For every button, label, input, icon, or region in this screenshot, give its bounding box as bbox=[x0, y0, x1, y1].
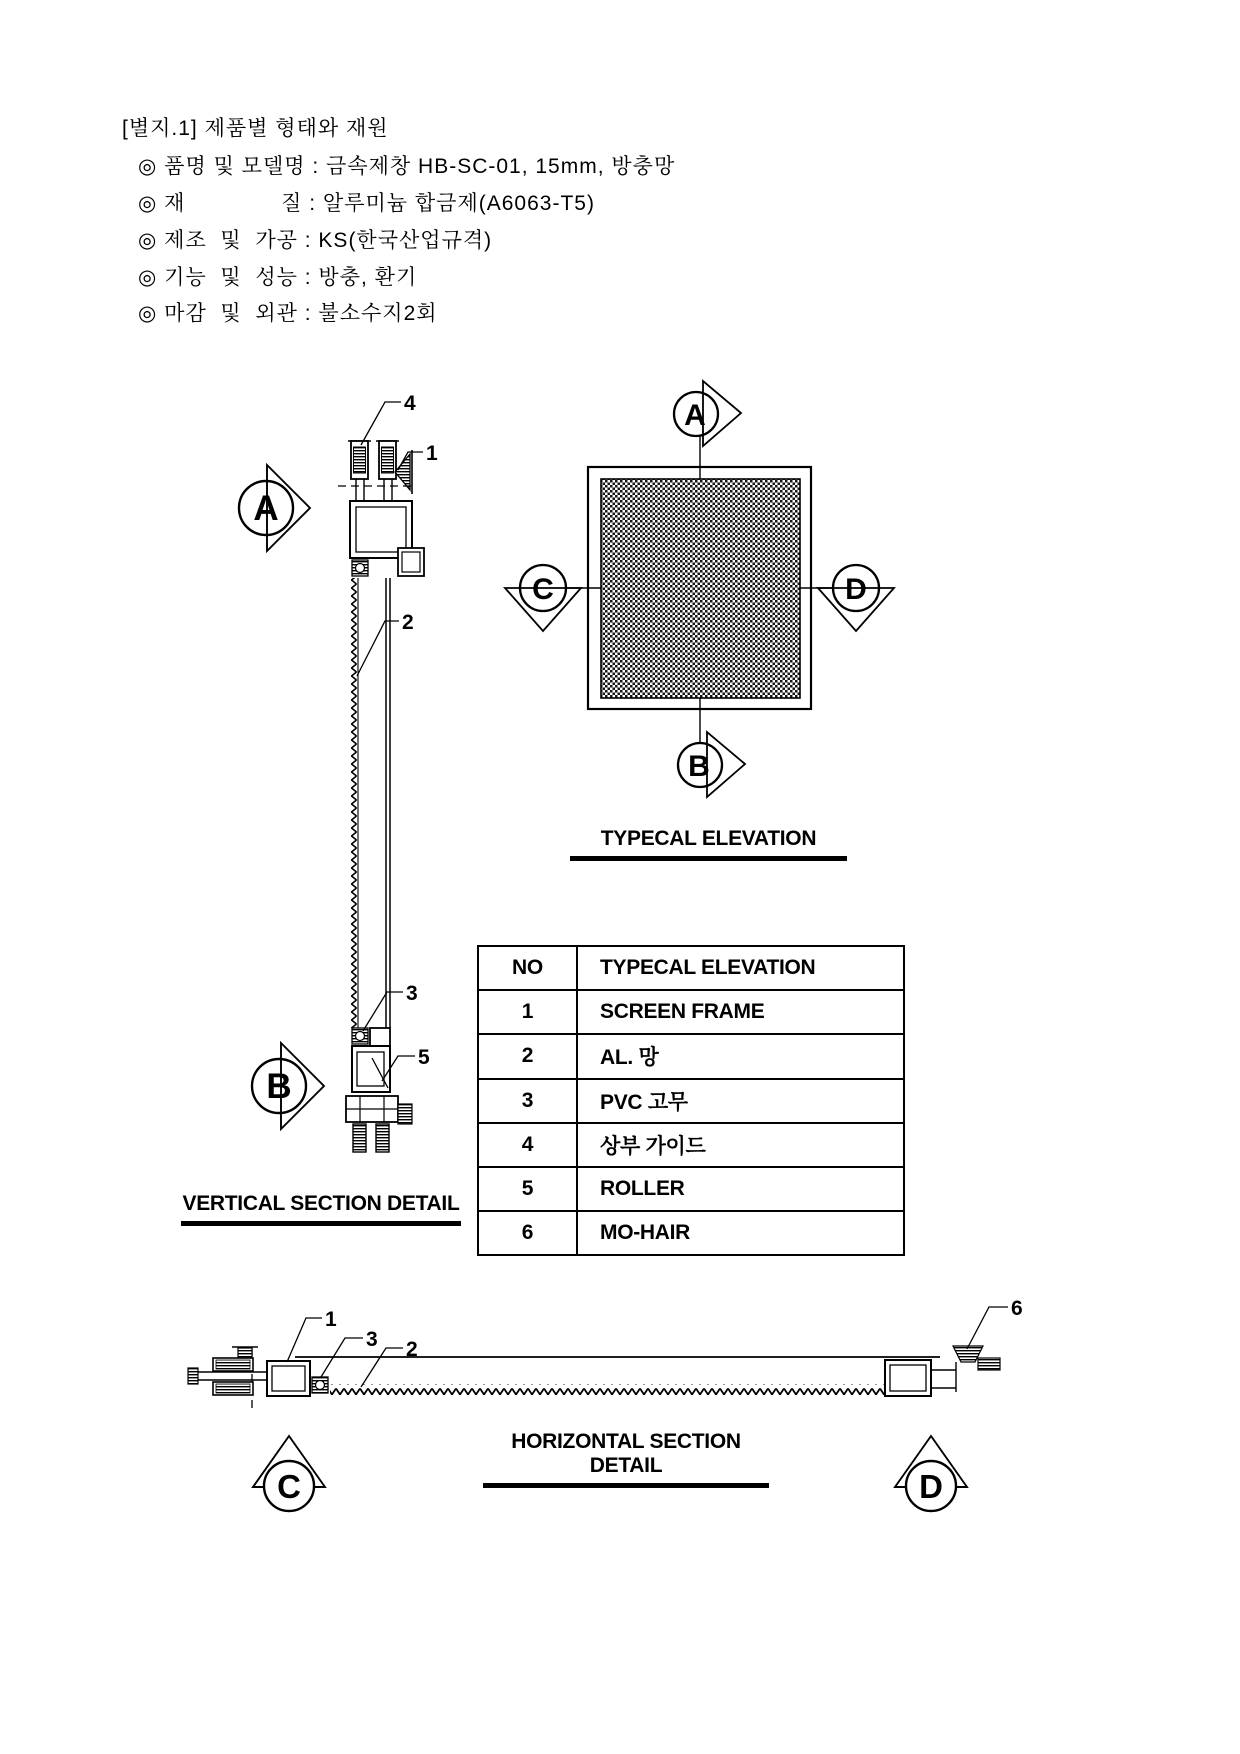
callout-3: 3 bbox=[406, 982, 418, 1005]
table-row-desc: AL. 망 bbox=[578, 1035, 903, 1079]
table-header-desc: TYPECAL ELEVATION bbox=[578, 947, 903, 991]
marker-letter-d-bottom: D bbox=[919, 1468, 943, 1505]
screw-anchor bbox=[395, 450, 412, 494]
spec-line-function: ◎ 기능 및 성능 : 방충, 환기 bbox=[138, 266, 418, 289]
callout-h3: 3 bbox=[366, 1328, 378, 1351]
callout-2: 2 bbox=[402, 611, 414, 634]
table-row-desc: SCREEN FRAME bbox=[578, 991, 903, 1035]
mesh-member-horizontal bbox=[295, 1357, 940, 1395]
table-row-no: 3 bbox=[479, 1080, 578, 1124]
callout-h2: 2 bbox=[406, 1338, 418, 1361]
elevation-drawing bbox=[505, 381, 894, 797]
spec-line-material: ◎ 재 질 : 알루미늄 합금제(A6063-T5) bbox=[138, 192, 595, 215]
upper-guide-profiles bbox=[348, 441, 399, 501]
screen-mesh bbox=[601, 479, 800, 698]
callout-4: 4 bbox=[404, 392, 416, 415]
table-row-desc: 상부 가이드 bbox=[578, 1124, 903, 1168]
spec-line-finish: ◎ 마감 및 외관 : 불소수지2회 bbox=[138, 302, 438, 325]
pvc-gasket bbox=[352, 1028, 368, 1044]
table-row-desc: ROLLER bbox=[578, 1168, 903, 1212]
table-row-no: 1 bbox=[479, 991, 578, 1035]
table-header-no: NO bbox=[479, 947, 578, 991]
marker-letter-b-elevation: B bbox=[688, 750, 710, 783]
bottom-rail-profile bbox=[346, 1096, 412, 1152]
spec-line-model: ◎ 품명 및 모델명 : 금속제창 HB-SC-01, 15mm, 방충망 bbox=[138, 155, 676, 178]
spec-line-manufacture: ◎ 제조 및 가공 : KS(한국산업규격) bbox=[138, 229, 493, 252]
parts-table bbox=[477, 945, 905, 1256]
table-row-desc: PVC 고무 bbox=[578, 1080, 903, 1124]
table-row-no: 4 bbox=[479, 1124, 578, 1168]
callout-h6: 6 bbox=[1011, 1297, 1023, 1320]
marker-letter-a-elevation: A bbox=[684, 399, 706, 432]
callout-5: 5 bbox=[418, 1046, 430, 1069]
mesh-member bbox=[351, 578, 390, 1028]
marker-letter-c-bottom: C bbox=[277, 1468, 301, 1505]
pvc-gasket-horizontal bbox=[312, 1377, 328, 1393]
table-row-no: 6 bbox=[479, 1212, 578, 1254]
left-frame-profile bbox=[267, 1361, 310, 1396]
left-rail-assembly bbox=[188, 1347, 268, 1408]
table-row-desc: MO-HAIR bbox=[600, 1221, 691, 1245]
table-row-no: 5 bbox=[479, 1168, 578, 1212]
table-row-no: 2 bbox=[479, 1035, 578, 1079]
elevation-title: TYPECAL ELEVATION bbox=[570, 827, 847, 861]
marker-letter-a-vertical: A bbox=[253, 489, 279, 528]
horizontal-section-title: HORIZONTAL SECTION DETAIL bbox=[483, 1430, 769, 1488]
marker-letter-b-vertical: B bbox=[266, 1067, 292, 1106]
vertical-section-title: VERTICAL SECTION DETAIL bbox=[181, 1192, 461, 1226]
callout-h1: 1 bbox=[325, 1308, 337, 1331]
marker-letter-c-elevation: C bbox=[532, 573, 554, 606]
spec-heading: [별지.1] 제품별 형태와 재원 bbox=[122, 117, 389, 140]
top-frame-profile bbox=[350, 501, 424, 576]
callout-1: 1 bbox=[426, 442, 438, 465]
marker-letter-d-elevation: D bbox=[845, 573, 867, 606]
right-frame-assembly bbox=[885, 1346, 1000, 1396]
